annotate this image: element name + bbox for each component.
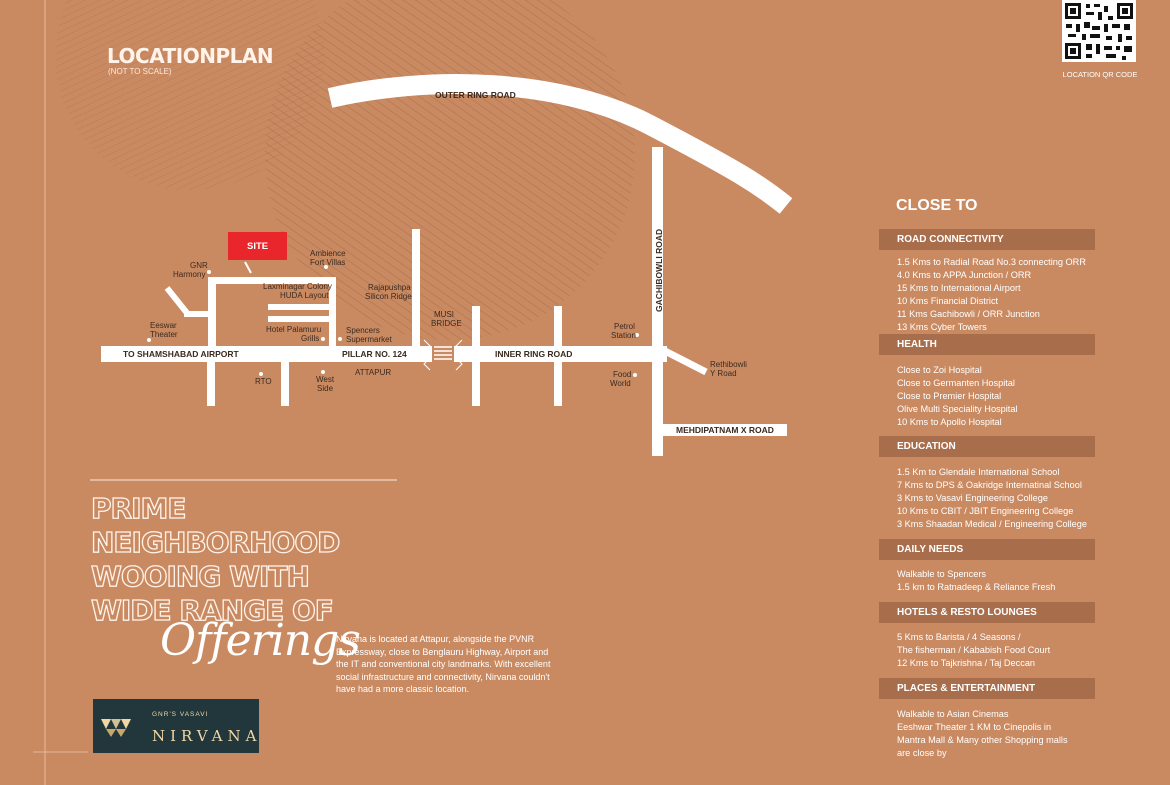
inner-ring-label: INNER RING ROAD — [495, 349, 573, 359]
svg-text:Y Road: Y Road — [710, 369, 737, 378]
svg-text:West: West — [316, 375, 335, 384]
svg-text:BRIDGE: BRIDGE — [431, 319, 462, 328]
svg-text:Eeswar: Eeswar — [150, 321, 177, 330]
list-item: 1.5 Kms to Radial Road No.3 connecting ORR — [897, 257, 1086, 267]
logo-name: NIRVANA — [152, 727, 262, 745]
svg-text:Spencers: Spencers — [346, 326, 380, 335]
headline-line: WOOING WITH — [91, 560, 309, 593]
headline-line: WIDE RANGE OF — [91, 594, 333, 627]
list-item: Eeshwar Theater 1 KM to Cinepolis in — [897, 722, 1052, 732]
svg-text:Rajapushpa: Rajapushpa — [368, 283, 411, 292]
list-item: 4.0 Kms to APPA Junction / ORR — [897, 270, 1032, 280]
qr-code-icon[interactable] — [1062, 0, 1136, 62]
list-item: 12 Kms to Tajkrishna / Taj Deccan — [897, 658, 1036, 668]
list-item: are close by — [897, 748, 947, 758]
list-item: 7 Kms to DPS & Oakridge Internatinal School — [897, 480, 1082, 490]
headline-script: Offerings — [160, 615, 360, 666]
headline — [91, 492, 339, 628]
section-places-entertainment: PLACES & ENTERTAINMENT — [879, 678, 1095, 699]
shamshabad-label: TO SHAMSHABAD AIRPORT — [123, 349, 239, 359]
svg-text:Petrol: Petrol — [614, 322, 635, 331]
svg-text:Food: Food — [613, 370, 632, 379]
list-item: Close to Premier Hospital — [897, 391, 1002, 401]
hotels-list — [897, 631, 1157, 670]
list-item: Close to Germanten Hospital — [897, 378, 1015, 388]
svg-text:Side: Side — [317, 384, 334, 393]
svg-text:Silicon Ridge: Silicon Ridge — [365, 292, 412, 301]
list-item: Walkable to Asian Cinemas — [897, 709, 1009, 719]
list-item: 10 Kms to CBIT / JBIT Engineering College — [897, 506, 1074, 516]
page-title: LOCATIONPLAN — [107, 44, 274, 68]
list-item: 3 Kms to Vasavi Engineering College — [897, 493, 1048, 503]
svg-text:ATTAPUR: ATTAPUR — [355, 368, 392, 377]
list-item: 10 Kms Financial District — [897, 296, 999, 306]
svg-text:HUDA Layout: HUDA Layout — [280, 291, 329, 300]
section-road-connectivity: ROAD CONNECTIVITY — [879, 229, 1095, 250]
list-item: 10 Kms to Apollo Hospital — [897, 417, 1002, 427]
list-item: Mantra Mall & Many other Shopping malls — [897, 735, 1068, 745]
list-item: 5 Kms to Barista / 4 Seasons / — [897, 632, 1021, 642]
health-list — [897, 364, 1157, 429]
section-education: EDUCATION — [879, 436, 1095, 457]
logo-prefix: GNR'S VASAVI — [152, 711, 209, 718]
svg-text:Ambience: Ambience — [310, 249, 346, 258]
list-item: 11 Kms Gachibowli / ORR Junction — [897, 309, 1040, 319]
list-item: 1.5 Km to Glendale International School — [897, 467, 1060, 477]
list-item: 3 Kms Shaadan Medical / Engineering College — [897, 519, 1087, 529]
description: Nirvana is located at Attapur, alongside the PVNR Expressway, close to Benglauru Highway, Airport and the IT and conventional city landmarks. With excellent social infrastructure and connectivity, Nirvana couldn't have had a more classic location. — [336, 634, 551, 694]
qr-caption: LOCATION QR CODE — [1062, 70, 1138, 79]
svg-text:MUSI: MUSI — [434, 310, 454, 319]
list-item: The fisherman / Kababish Food Court — [897, 645, 1051, 655]
svg-text:Fort Villas: Fort Villas — [310, 258, 346, 267]
education-list — [897, 466, 1157, 531]
road-connectivity-list — [897, 256, 1157, 334]
svg-text:Station: Station — [611, 331, 636, 340]
outer-ring-road-label: OUTER RING ROAD — [435, 90, 516, 100]
pillar-label: PILLAR NO. 124 — [342, 349, 407, 359]
list-item: Close to Zoi Hospital — [897, 365, 982, 375]
page-subtitle: (NOT TO SCALE) — [108, 67, 172, 76]
daily-needs-list — [897, 568, 1157, 594]
svg-text:RTO: RTO — [255, 377, 272, 386]
logo-mark-icon — [93, 699, 143, 753]
gachibowli-road-label: GACHIBOWLI ROAD — [654, 228, 664, 312]
headline-line: NEIGHBORHOOD — [91, 526, 340, 559]
svg-text:Laxminagar Colony: Laxminagar Colony — [263, 282, 332, 291]
svg-text:Grills: Grills — [301, 334, 320, 343]
headline-line: PRIME — [91, 492, 186, 525]
list-item: 13 Kms Cyber Towers — [897, 322, 987, 332]
mehdipatnam-label: MEHDIPATNAM X ROAD — [676, 425, 774, 435]
site-label: SITE — [247, 241, 269, 252]
section-hotels: HOTELS & RESTO LOUNGES — [879, 602, 1095, 623]
svg-text:Supermarket: Supermarket — [346, 335, 392, 344]
svg-text:GNR: GNR — [190, 261, 208, 270]
list-item: 15 Kms to International Airport — [897, 283, 1021, 293]
svg-text:World: World — [610, 379, 631, 388]
list-item: Olive Multi Speciality Hospital — [897, 404, 1018, 414]
svg-text:Theater: Theater — [150, 330, 178, 339]
svg-text:Harmony: Harmony — [173, 270, 206, 279]
list-item: Walkable to Spencers — [897, 569, 987, 579]
svg-text:Hotel Palamuru: Hotel Palamuru — [266, 325, 322, 334]
places-list — [897, 708, 1157, 760]
section-daily-needs: DAILY NEEDS — [879, 539, 1095, 560]
list-item: 1.5 km to Ratnadeep & Reliance Fresh — [897, 582, 1056, 592]
close-to-title: CLOSE TO — [896, 197, 978, 214]
svg-text:Rethibowli: Rethibowli — [710, 360, 747, 369]
section-health: HEALTH — [879, 334, 1095, 355]
